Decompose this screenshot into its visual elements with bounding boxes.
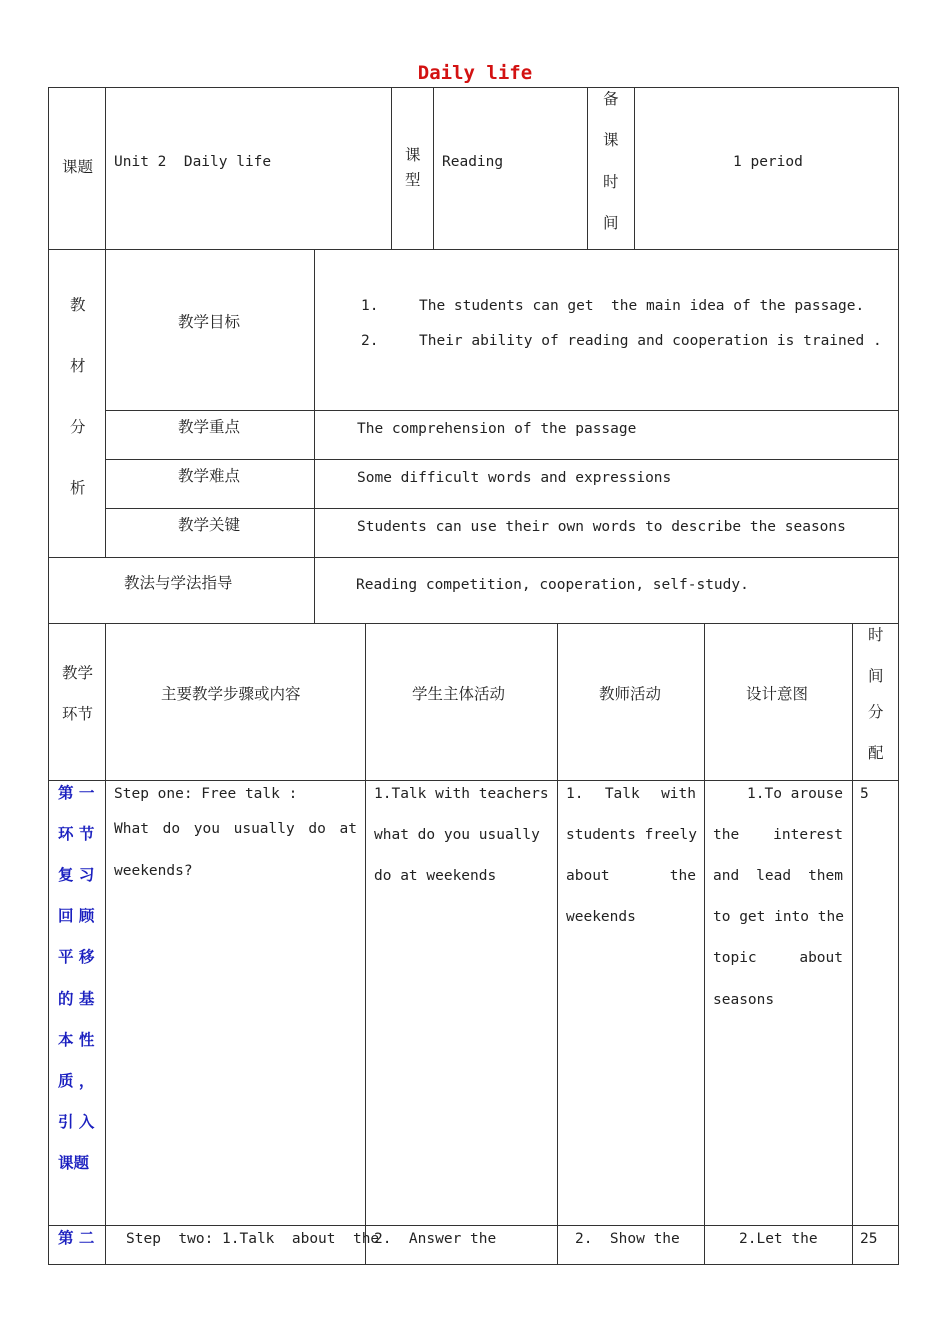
row2-teacher: 2. Show the (575, 1231, 680, 1247)
row1-intent-line2 (713, 828, 843, 843)
row1-stage-line: 本 性 (58, 1031, 95, 1049)
word: topic (713, 950, 757, 966)
word: with (661, 786, 696, 802)
col-stage-label-2: 环节 (62, 705, 94, 723)
row1-teacher-line1 (566, 787, 696, 802)
row1-student-cell (365, 780, 558, 1226)
row1-steps-line3: weekends? (114, 863, 193, 879)
word: lead (756, 868, 792, 884)
word: about (799, 950, 843, 966)
row1-teacher-line2: students freely (566, 827, 697, 843)
goal1-number: 1. (361, 298, 379, 314)
row1-teacher-cell (557, 780, 705, 1226)
row1-intent-line6: seasons (713, 992, 775, 1008)
goal1-text: The students can get the main idea of the passage. (419, 298, 865, 314)
prep-label-3: 时 (603, 173, 619, 191)
word: arouse (790, 786, 843, 802)
analysis-side-4: 析 (70, 479, 86, 497)
col-stage-header (48, 623, 106, 781)
row1-teacher-line4: weekends (566, 909, 636, 925)
row1-steps-cell (105, 780, 366, 1226)
row1-teacher-line3 (566, 869, 696, 884)
word: What (114, 821, 149, 837)
row1-stage-line: 质 ， (58, 1072, 95, 1090)
col-teacher-label: 教师活动 (599, 685, 662, 703)
word: you (193, 821, 220, 837)
goal2-text: Their ability of reading and cooperation is trained . (419, 333, 882, 349)
word: the (669, 868, 696, 884)
difficult-label: 教学难点 (178, 467, 241, 485)
row1-intent-line1 (747, 787, 843, 802)
row1-stage-line: 复 习 (58, 866, 95, 884)
row2-student: 2. Answer the (374, 1231, 497, 1247)
row1-stage-line: 课题 (58, 1154, 90, 1172)
topic-value: Unit 2 Daily life (114, 154, 272, 170)
row1-student-line2: what do you usually (374, 827, 540, 843)
prep-label-1: 备 (603, 90, 619, 108)
col-stage-label-1: 教学 (62, 664, 94, 682)
goals-label: 教学目标 (178, 313, 241, 331)
row1-student-line3: do at weekends (374, 868, 497, 884)
goals-value-cell (314, 249, 899, 411)
col-time-label-4: 配 (868, 744, 884, 762)
row1-time: 5 (860, 786, 869, 802)
row2-time: 25 (860, 1231, 878, 1247)
row1-student-line1: 1.Talk with teachers (374, 786, 549, 802)
row1-stage-line: 第 一 (58, 784, 95, 802)
row1-intent-line5 (713, 951, 843, 966)
row1-steps-line1: Step one: Free talk : (114, 786, 298, 802)
type-label-1: 课 (405, 146, 421, 164)
word: the (713, 827, 740, 843)
row1-stage-line: 的 基 (58, 990, 95, 1008)
method-value: Reading competition, cooperation, self-study. (356, 577, 749, 593)
page-title: Daily life (417, 62, 533, 84)
difficult-value: Some difficult words and expressions (357, 470, 672, 486)
row2-intent: 2.Let the (739, 1231, 818, 1247)
row1-time-cell (852, 780, 899, 1226)
row1-stage-line: 回 顾 (58, 907, 95, 925)
word: do (162, 821, 181, 837)
key-label: 教学重点 (178, 418, 241, 436)
row1-stage-line: 引 入 (58, 1113, 95, 1131)
goal2-number: 2. (361, 333, 379, 349)
type-label-2: 型 (405, 171, 421, 189)
row1-stage-line: 环 节 (58, 825, 95, 843)
row1-steps-line2 (114, 822, 357, 837)
prep-label-4: 间 (603, 214, 619, 232)
topic-label: 课题 (62, 158, 94, 176)
word: 1.To (747, 786, 782, 802)
prep-label-2: 课 (603, 131, 619, 149)
col-time-label-1: 时 (868, 626, 884, 644)
row1-intent-line3 (713, 869, 843, 884)
analysis-side-2: 材 (70, 357, 86, 375)
row2-steps: Step two: 1.Talk about the (126, 1231, 380, 1247)
word: at (339, 821, 357, 837)
word: Talk (604, 786, 640, 802)
type-label-cell (391, 87, 434, 250)
word: do (308, 821, 326, 837)
word: usually (233, 821, 295, 837)
analysis-side-1: 教 (70, 296, 86, 314)
col-student-label: 学生主体活动 (412, 685, 506, 703)
key-value: The comprehension of the passage (357, 421, 637, 437)
method-label: 教法与学法指导 (124, 574, 233, 592)
word: about (566, 868, 610, 884)
type-value: Reading (442, 154, 504, 170)
col-steps-label: 主要教学步骤或内容 (161, 685, 301, 703)
word: them (808, 868, 843, 884)
word: 1. (566, 786, 584, 802)
word: and (713, 868, 740, 884)
row1-intent-line4: to get into the (713, 909, 844, 925)
analysis-side-3: 分 (70, 418, 86, 436)
row1-stage-line: 平 移 (58, 948, 95, 966)
col-time-label-2: 间 (868, 667, 884, 685)
word: interest (773, 827, 843, 843)
crux-label: 教学关键 (178, 516, 241, 534)
prep-value: 1 period (733, 154, 803, 170)
crux-value: Students can use their own words to describe the seasons (357, 519, 846, 535)
col-intent-label: 设计意图 (746, 685, 809, 703)
row2-stage: 第 二 (58, 1229, 95, 1247)
col-time-label-3: 分 (868, 703, 884, 721)
